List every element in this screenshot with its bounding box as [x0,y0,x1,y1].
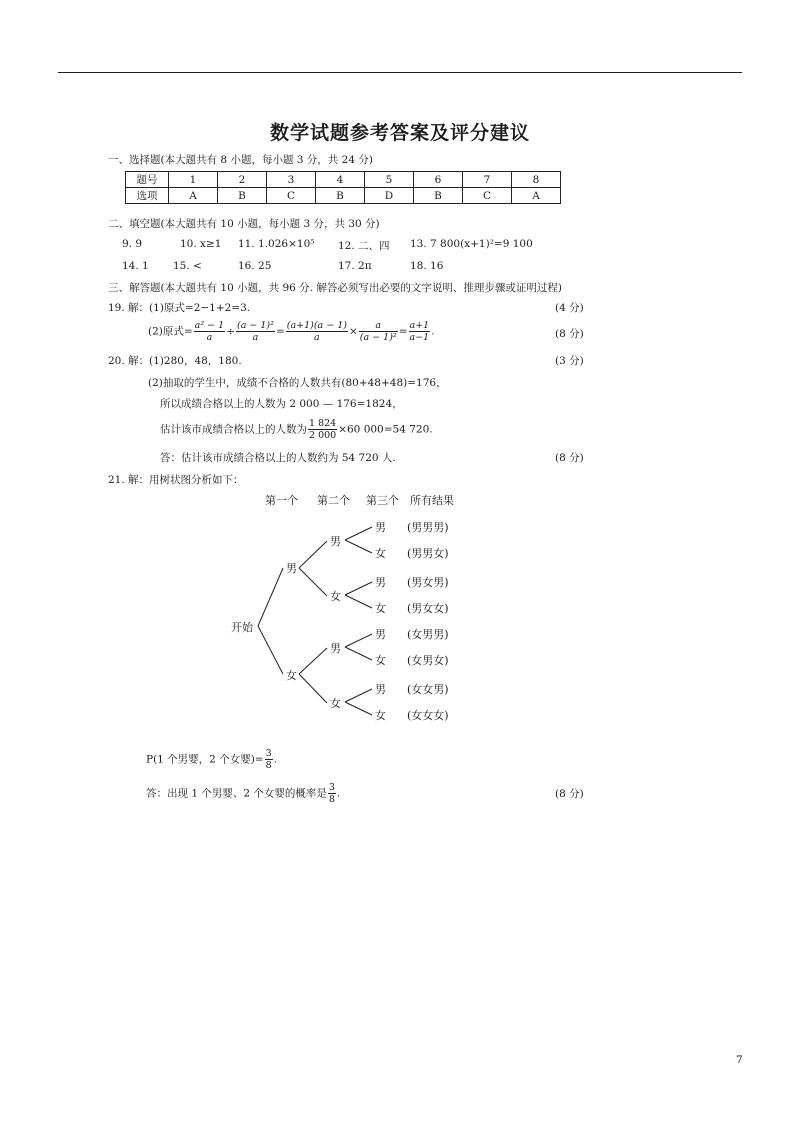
tree-branch [345,595,372,608]
score-label: (8 分) [555,328,584,340]
q19-part1: 19. 解：(1)原式=2−1+2=3. [108,302,251,314]
tree-node-l3: 男 [375,683,386,696]
tree-node-l3: 男 [375,576,386,589]
fill-answer: 17. 2π [338,260,372,272]
tree-node-l3: 女 [375,602,386,615]
answer-table [125,171,561,204]
q20-line [160,418,433,441]
q19-part2 [148,320,435,343]
table-cell: 1 [169,172,218,188]
section1-heading: 一、选择题(本大题共有 8 小题，每小题 3 分，共 24 分) [108,154,373,166]
tree-branch [258,626,283,674]
table-cell: A [512,188,561,204]
q20-line: (2)抽取的学生中，成绩不合格的人数共有(80+48+48)=176， [148,377,447,389]
q20-answer: 答：估计该市成绩合格以上的人数约为 54 720 人. [160,452,396,464]
tree-header: 所有结果 [410,494,454,507]
prob-prefix: P(1 个男婴，2 个女婴)= [146,753,264,766]
table-cell: 6 [414,172,463,188]
tree-node-l3: 女 [375,709,386,722]
table-row [126,172,561,188]
page-title: 数学试题参考答案及评分建议 [269,122,530,144]
period: . [431,325,435,338]
tree-result: (男男男) [407,521,449,534]
table-row [126,188,561,204]
fraction: $\frac{a}{\text{(a − 1)²}}$ [359,320,397,343]
table-cell: 7 [463,172,512,188]
fill-answer: 16. 25 [238,260,272,272]
fraction: $\frac{3}{8}$ [328,782,335,805]
table-cell: A [169,188,218,204]
tree-branch [299,648,327,674]
fill-answer: 11. 1.026×10⁵ [238,238,315,250]
table-cell: C [463,188,512,204]
score-label: (3 分) [555,355,584,367]
top-rule [58,72,742,73]
table-cell: 8 [512,172,561,188]
fraction: $\frac{a+1}{a-1}$ [409,320,430,343]
period: . [273,753,277,766]
tree-node-l3: 女 [375,654,386,667]
fraction: $\frac{\text{a² − 1}}{a}$ [194,320,225,343]
tree-branch [345,582,372,595]
q20-part1: 20. 解：(1)280，48，180. [108,355,242,367]
tree-branch [345,634,372,647]
q19-prefix: (2)原式= [148,325,193,338]
tree-header: 第一个 [265,494,298,507]
q21-intro: 21. 解：用树状图分析如下： [108,474,244,486]
tree-branch [299,674,327,703]
tree-node-l1: 女 [286,669,297,682]
tree-result: (女女男) [407,683,449,696]
tree-branch [345,540,372,553]
tree-node-l2: 女 [330,590,341,603]
page-number: 7 [736,1054,743,1066]
fill-answer: 13. 7 800(x+1)²=9 100 [410,238,533,250]
table-cell: B [316,188,365,204]
tree-branch [345,527,372,540]
tree-result: (女男男) [407,628,449,641]
tree-branch [345,702,372,715]
table-cell: 4 [316,172,365,188]
fraction: $\frac{1 824}{2 000}$ [309,418,337,441]
fill-answer: 14. 1 [122,260,149,272]
table-cell: 5 [365,172,414,188]
answer-prefix: 答：出现 1 个男婴、2 个女婴的概率是 [146,787,327,800]
fill-answer: 12. 二、四 [338,240,390,252]
tree-header: 第三个 [366,494,399,507]
fill-answer: 15. < [173,260,202,272]
tree-result: (男男女) [407,547,449,560]
table-cell: 题号 [126,172,169,188]
tree-result: (女女女) [407,709,449,722]
tree-branch [258,568,283,626]
table-cell: B [218,188,267,204]
score-label: (4 分) [555,302,584,314]
probability-line [146,748,277,771]
q20-line: 所以成绩合格以上的人数为 2 000 — 176=1824， [160,398,403,410]
tree-result: (男女女) [407,602,449,615]
tree-node-l3: 女 [375,547,386,560]
operator: ÷ [226,325,236,338]
fill-answer: 9. 9 [122,238,143,250]
q20-suffix: ×60 000=54 720. [338,423,433,436]
tree-branch [345,689,372,702]
table-cell: D [365,188,414,204]
tree-node-l1: 男 [286,562,297,575]
table-cell: 选项 [126,188,169,204]
tree-node-l3: 男 [375,628,386,641]
score-label: (8 分) [555,452,584,464]
tree-node-l2: 男 [330,535,341,548]
fraction: $\frac{\text{(a − 1)²}}{a}$ [237,320,274,343]
table-cell: C [267,188,316,204]
q21-answer [146,782,340,805]
operator: = [398,325,408,338]
tree-branch [299,541,327,568]
tree-result: (男女男) [407,576,449,589]
table-cell: B [414,188,463,204]
table-cell: 2 [218,172,267,188]
probability-tree [0,488,800,748]
section2-heading: 二、填空题(本大题共有 10 小题，每小题 3 分，共 30 分) [108,218,380,230]
fill-answer: 10. x≥1 [180,238,222,250]
tree-node-l3: 男 [375,521,386,534]
tree-branch [345,647,372,660]
operator: = [275,325,285,338]
tree-branch [299,568,327,596]
score-label: (8 分) [555,788,584,800]
tree-root: 开始 [231,621,253,634]
fill-answer: 18. 16 [410,260,444,272]
tree-header: 第二个 [317,494,350,507]
fraction: $\frac{(a+1)(a - 1)}{a}$ [286,320,347,343]
fraction: $\frac{3}{8}$ [265,748,272,771]
q20-prefix: 估计该市成绩合格以上的人数为 [160,423,307,436]
section3-heading: 三、解答题(本大题共有 10 小题，共 96 分. 解答必须写出必要的文字说明、推理步骤或证明过程) [108,282,562,294]
tree-node-l2: 男 [330,642,341,655]
period: . [336,787,341,800]
table-cell: 3 [267,172,316,188]
tree-result: (女男女) [407,654,449,667]
tree-node-l2: 女 [330,697,341,710]
operator: × [348,325,358,338]
